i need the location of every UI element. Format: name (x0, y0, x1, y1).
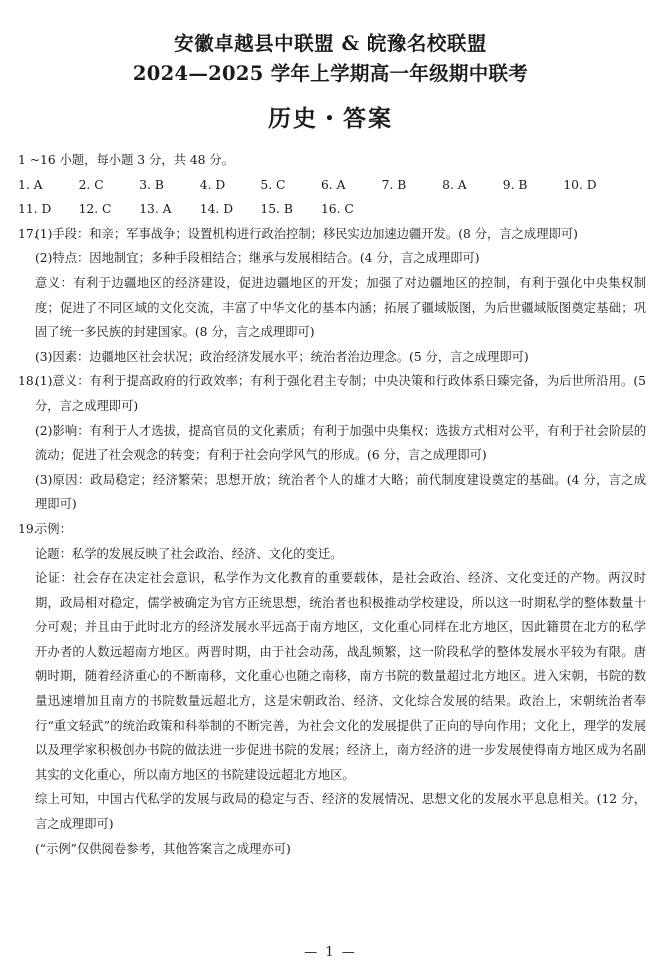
q19-header (18, 517, 646, 542)
mc-answer: 14. D (199, 202, 234, 217)
header-subject-title: 历史・答案 (268, 105, 393, 132)
mc-intro: 1 ~16 小题，每小题 3 分，共 48 分。 (18, 153, 234, 167)
mc-answer: 10. D (563, 177, 597, 192)
q18-answer-2: (2)影响：有利于人才选拔，提高官员的文化素质；有利于加强中央集权；选拔方式相对公平，有利于社会阶层的流动；促进了社会观念的转变；有利于社会向学风气的形成。(6 分，言之成理即可) (35, 423, 646, 463)
mc-answer: 11. D (18, 202, 52, 217)
mc-answer: 1. A (18, 177, 43, 192)
mc-answer: 13. A (139, 202, 172, 217)
q17-part1 (18, 222, 646, 247)
q17-answer-2: (2)特点：因地制宜；多种手段相结合；继承与发展相结合。(4 分，言之成理即可) (35, 251, 480, 266)
mc-answer: 2. C (78, 177, 104, 192)
q19-thesis: 论题：私学的发展反映了社会政治、经济、文化的变迁。 (35, 546, 343, 561)
mc-answer: 16. C (320, 202, 354, 217)
mc-answer: 3. B (139, 177, 164, 192)
q17-answer-3: 意义：有利于边疆地区的经济建设，促进边疆地区的开发；加强了对边疆地区的控制，有利于强化中央集权制度；促进了不同区域的文化交流，丰富了中华文化的基本内涵；拓展了疆域版图，为后世疆域版图奠定基础；巩固了统一多民族的封建国家。(8 分，言之成理即可) (35, 275, 646, 340)
q18-answer-3: (3)原因：政局稳定；经济繁荣；思想开放；统治者个人的雄才大略；前代制度建设奠定的基础。(4 分，言之成理即可) (35, 472, 646, 512)
mc-answer: 6. A (320, 177, 346, 192)
q19-conclusion: 综上可知，中国古代私学的发展与政局的稳定与否、经济的发展情况、思想文化的发展水平息息相关。(12 分，言之成理即可) (35, 792, 646, 832)
mc-answers-row-2 (18, 197, 646, 222)
mc-answer: 5. C (260, 177, 286, 192)
mc-answer: 12. C (78, 202, 112, 217)
q18-answer-1: (1)意义：有利于提高政府的行政效率；有利于强化君主专制；中央决策和行政体系日臻完备，为后世所沿用。(5 分，言之成理即可) (35, 374, 646, 413)
header-union-title: 安徽卓越县中联盟 & 皖豫名校联盟 (174, 32, 487, 55)
q17-answer-4: (3)因素：边疆地区社会状况；政治经济发展水平；统治者治边理念。(5 分，言之成理即可) (35, 349, 529, 364)
mc-answer: 15. B (260, 202, 293, 217)
answer-body (18, 148, 646, 861)
mc-answer: 8. A (442, 177, 467, 192)
mc-answers-row-1 (18, 173, 646, 198)
mc-answer: 7. B (381, 177, 407, 192)
q18-number: 18. (18, 374, 38, 389)
q17-number: 17. (18, 226, 38, 241)
mc-answer: 9. B (502, 177, 528, 192)
q19-argument: 论证：社会存在决定社会意识，私学作为文化教育的重要载体，是社会政治、经济、文化变迁的产物。两汉时期，政局相对稳定，儒学被确定为官方正统思想，统治者也积极推动学校建设，所以这一时期私学的整体数量十分可观；并且由于此时北方的经济发展水平远高于南方地区，文化重心同样在北方地区，因此籍贯在北方的私学开办者的人数远超南方地区。两晋时期，由于社会动荡，战乱频繁，这一阶段私学的整体发展水平较为有限。唐朝时期，随着经济重心的不断南移，文化重心也随之南移，南方书院的数量超过北方地区。进入宋朝，书院的数量迅速增加且南方的书院数量远超北方，这是宋朝政治、经济、文化综合发展的结果。政治上，宋朝统治者奉行“重文轻武”的统治政策和科举制的不断完善，为社会文化的发展提供了正向的导向作用；文化上，理学的发展以及理学家积极创办书院的做法进一步促进书院的发展；经济上，南方经济的进一步发展使得南方地区成为名副其实的文化重心，所以南方地区的书院建设远超北方地区。 (35, 571, 646, 782)
page-number: — 1 — (304, 945, 357, 960)
mc-answer: 4. D (199, 177, 226, 192)
q18-part1 (18, 369, 646, 418)
header-exam-title: 2024—2025 学年上学期高一年级期中联考 (132, 62, 529, 85)
q19-number: 19. (18, 521, 38, 536)
q17-answer-1: (1)手段：和亲；军事战争；设置机构进行政治控制；移民实边加速边疆开发。(8 分，言之成理即可) (35, 226, 578, 241)
q19-note: (“示例”仅供阅卷参考，其他答案言之成理亦可) (35, 841, 291, 856)
q19-example-label: 示例： (35, 521, 72, 536)
